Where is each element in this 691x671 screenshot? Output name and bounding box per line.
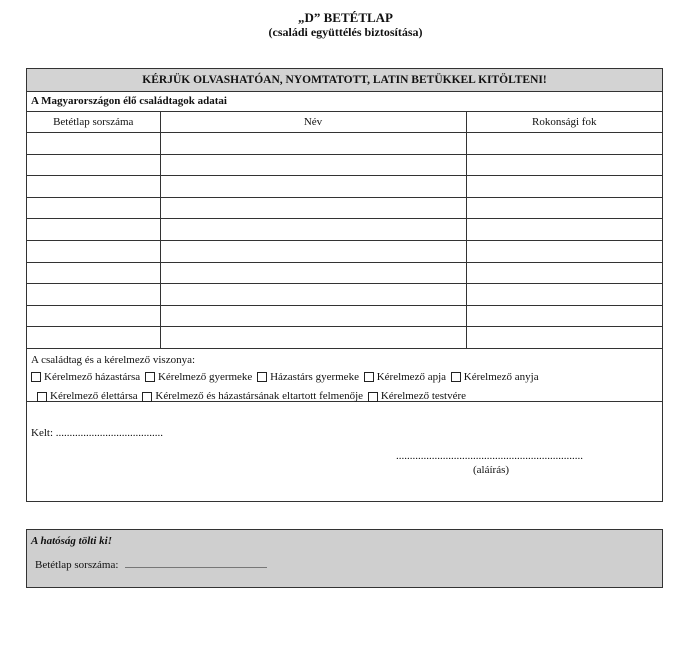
relationship-cell[interactable] bbox=[466, 154, 662, 176]
name-cell[interactable] bbox=[160, 327, 466, 349]
authority-sheet-number-field bbox=[35, 556, 267, 571]
name-cell[interactable] bbox=[160, 154, 466, 176]
sheet-number-cell[interactable] bbox=[27, 176, 160, 198]
table-row bbox=[27, 176, 662, 198]
checkbox-icon[interactable] bbox=[451, 372, 461, 382]
authority-section bbox=[26, 529, 663, 588]
option-label: Kérelmező testvére bbox=[380, 390, 467, 403]
members-table bbox=[27, 112, 662, 349]
sheet-number-cell[interactable] bbox=[27, 240, 160, 262]
relationship-section bbox=[27, 349, 662, 402]
authority-field-label: Betétlap sorszáma: bbox=[35, 559, 119, 571]
authority-sheet-number-input[interactable] bbox=[125, 556, 267, 568]
relationship-cell[interactable] bbox=[466, 305, 662, 327]
relationship-cell[interactable] bbox=[466, 176, 662, 198]
relationship-cell[interactable] bbox=[466, 240, 662, 262]
checkbox-icon[interactable] bbox=[368, 392, 378, 402]
family-members-form bbox=[26, 68, 663, 502]
sheet-number-cell[interactable] bbox=[27, 262, 160, 284]
section-title: A Magyarországon élő családtagok adatai bbox=[27, 92, 662, 112]
table-row bbox=[27, 219, 662, 241]
relationship-label: A családtag és a kérelmező viszonya: bbox=[31, 353, 196, 366]
table-row bbox=[27, 197, 662, 219]
option-label: Kérelmező házastársa bbox=[44, 370, 141, 383]
name-cell[interactable] bbox=[160, 133, 466, 155]
relationship-options-line-1 bbox=[31, 369, 658, 389]
sheet-number-cell[interactable] bbox=[27, 133, 160, 155]
form-instruction-header: KÉRJÜK OLVASHATÓAN, NYOMTATOTT, LATIN BETÜKKEL KITÖLTENI! bbox=[27, 69, 662, 92]
relationship-cell[interactable] bbox=[466, 262, 662, 284]
option-label: Házastárs gyermeke bbox=[270, 370, 359, 383]
option-label: Kérelmező élettársa bbox=[50, 390, 138, 403]
option-child[interactable] bbox=[145, 369, 252, 386]
sheet-number-cell[interactable] bbox=[27, 219, 160, 241]
option-label: Kérelmező gyermeke bbox=[157, 370, 253, 383]
signature-line[interactable]: .................................................................... bbox=[396, 449, 583, 462]
name-cell[interactable] bbox=[160, 219, 466, 241]
relationship-cell[interactable] bbox=[466, 327, 662, 349]
checkbox-icon[interactable] bbox=[145, 372, 155, 382]
option-father[interactable] bbox=[364, 369, 446, 386]
name-cell[interactable] bbox=[160, 240, 466, 262]
sheet-number-cell[interactable] bbox=[27, 284, 160, 306]
relationship-cell[interactable] bbox=[466, 133, 662, 155]
relationship-cell[interactable] bbox=[466, 197, 662, 219]
sheet-number-cell[interactable] bbox=[27, 327, 160, 349]
option-mother[interactable] bbox=[451, 369, 539, 386]
date-field[interactable]: Kelt: ....................................... bbox=[31, 426, 163, 439]
column-header-sheet-number: Betétlap sorszáma bbox=[27, 112, 160, 133]
table-row bbox=[27, 133, 662, 155]
checkbox-icon[interactable] bbox=[364, 372, 374, 382]
sheet-number-cell[interactable] bbox=[27, 154, 160, 176]
table-row bbox=[27, 262, 662, 284]
option-label: Kérelmező apja bbox=[376, 370, 447, 383]
column-header-name: Név bbox=[160, 112, 466, 133]
table-row bbox=[27, 305, 662, 327]
option-label: Kérelmező és házastársának eltartott felmenője bbox=[155, 390, 364, 403]
option-spouse-child[interactable] bbox=[257, 369, 359, 386]
name-cell[interactable] bbox=[160, 262, 466, 284]
option-spouse[interactable] bbox=[31, 369, 140, 386]
document-subtitle: (családi együttélés biztosítása) bbox=[268, 25, 423, 39]
document-title: „D” BETÉTLAP bbox=[298, 10, 393, 25]
name-cell[interactable] bbox=[160, 176, 466, 198]
sheet-number-cell[interactable] bbox=[27, 197, 160, 219]
name-cell[interactable] bbox=[160, 197, 466, 219]
checkbox-icon[interactable] bbox=[257, 372, 267, 382]
checkbox-icon[interactable] bbox=[37, 392, 47, 402]
name-cell[interactable] bbox=[160, 305, 466, 327]
signature-label: (aláírás) bbox=[473, 463, 510, 476]
checkbox-icon[interactable] bbox=[31, 372, 41, 382]
document-title-block bbox=[0, 10, 691, 39]
table-row bbox=[27, 327, 662, 349]
name-cell[interactable] bbox=[160, 284, 466, 306]
sheet-number-cell[interactable] bbox=[27, 305, 160, 327]
signature-area bbox=[27, 402, 662, 500]
option-label: Kérelmező anyja bbox=[463, 370, 539, 383]
table-row bbox=[27, 284, 662, 306]
column-header-relationship: Rokonsági fok bbox=[466, 112, 662, 133]
table-row bbox=[27, 240, 662, 262]
checkbox-icon[interactable] bbox=[142, 392, 152, 402]
relationship-cell[interactable] bbox=[466, 284, 662, 306]
table-row bbox=[27, 154, 662, 176]
authority-title: A hatóság tölti ki! bbox=[31, 535, 112, 547]
relationship-cell[interactable] bbox=[466, 219, 662, 241]
table-header-row bbox=[27, 112, 662, 133]
